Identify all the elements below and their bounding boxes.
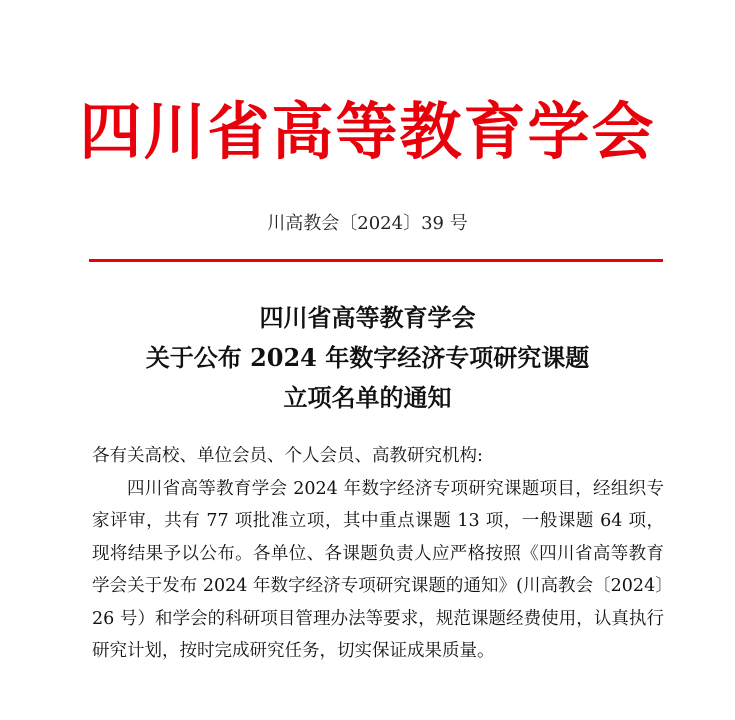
body-paragraph: 四川省高等教育学会 2024 年数字经济专项研究课题项目，经组织专家评审，共有 77 项批准立项，其中重点课题 13 项，一般课题 64 项，现将结果予以公布。各单位、各课题负责人应严格按照《四川省高等教育学会关于发布 2024 年数字经济专项研究课题的通知》(川高教会〔2024〕26 号）和学会的科研项目管理办法等要求，规范课题经费使用，认真执行研究计划，按时完成研究任务，切实保证成果质量。 (92, 478, 664, 661)
red-divider-rule (89, 259, 663, 262)
document-number: 川高教会〔2024〕39 号 (267, 213, 468, 234)
notice-body (92, 440, 664, 668)
title-line-3: 立项名单的通知 (283, 383, 452, 412)
notice-title (0, 298, 735, 418)
title-line-2: 关于公布 2024 年数字经济专项研究课题 (145, 343, 590, 372)
org-header: 四川省高等教育学会 (79, 95, 656, 168)
salutation: 各有关高校、单位会员、个人会员、高教研究机构: (92, 446, 483, 466)
title-line-1: 四川省高等教育学会 (259, 303, 476, 332)
